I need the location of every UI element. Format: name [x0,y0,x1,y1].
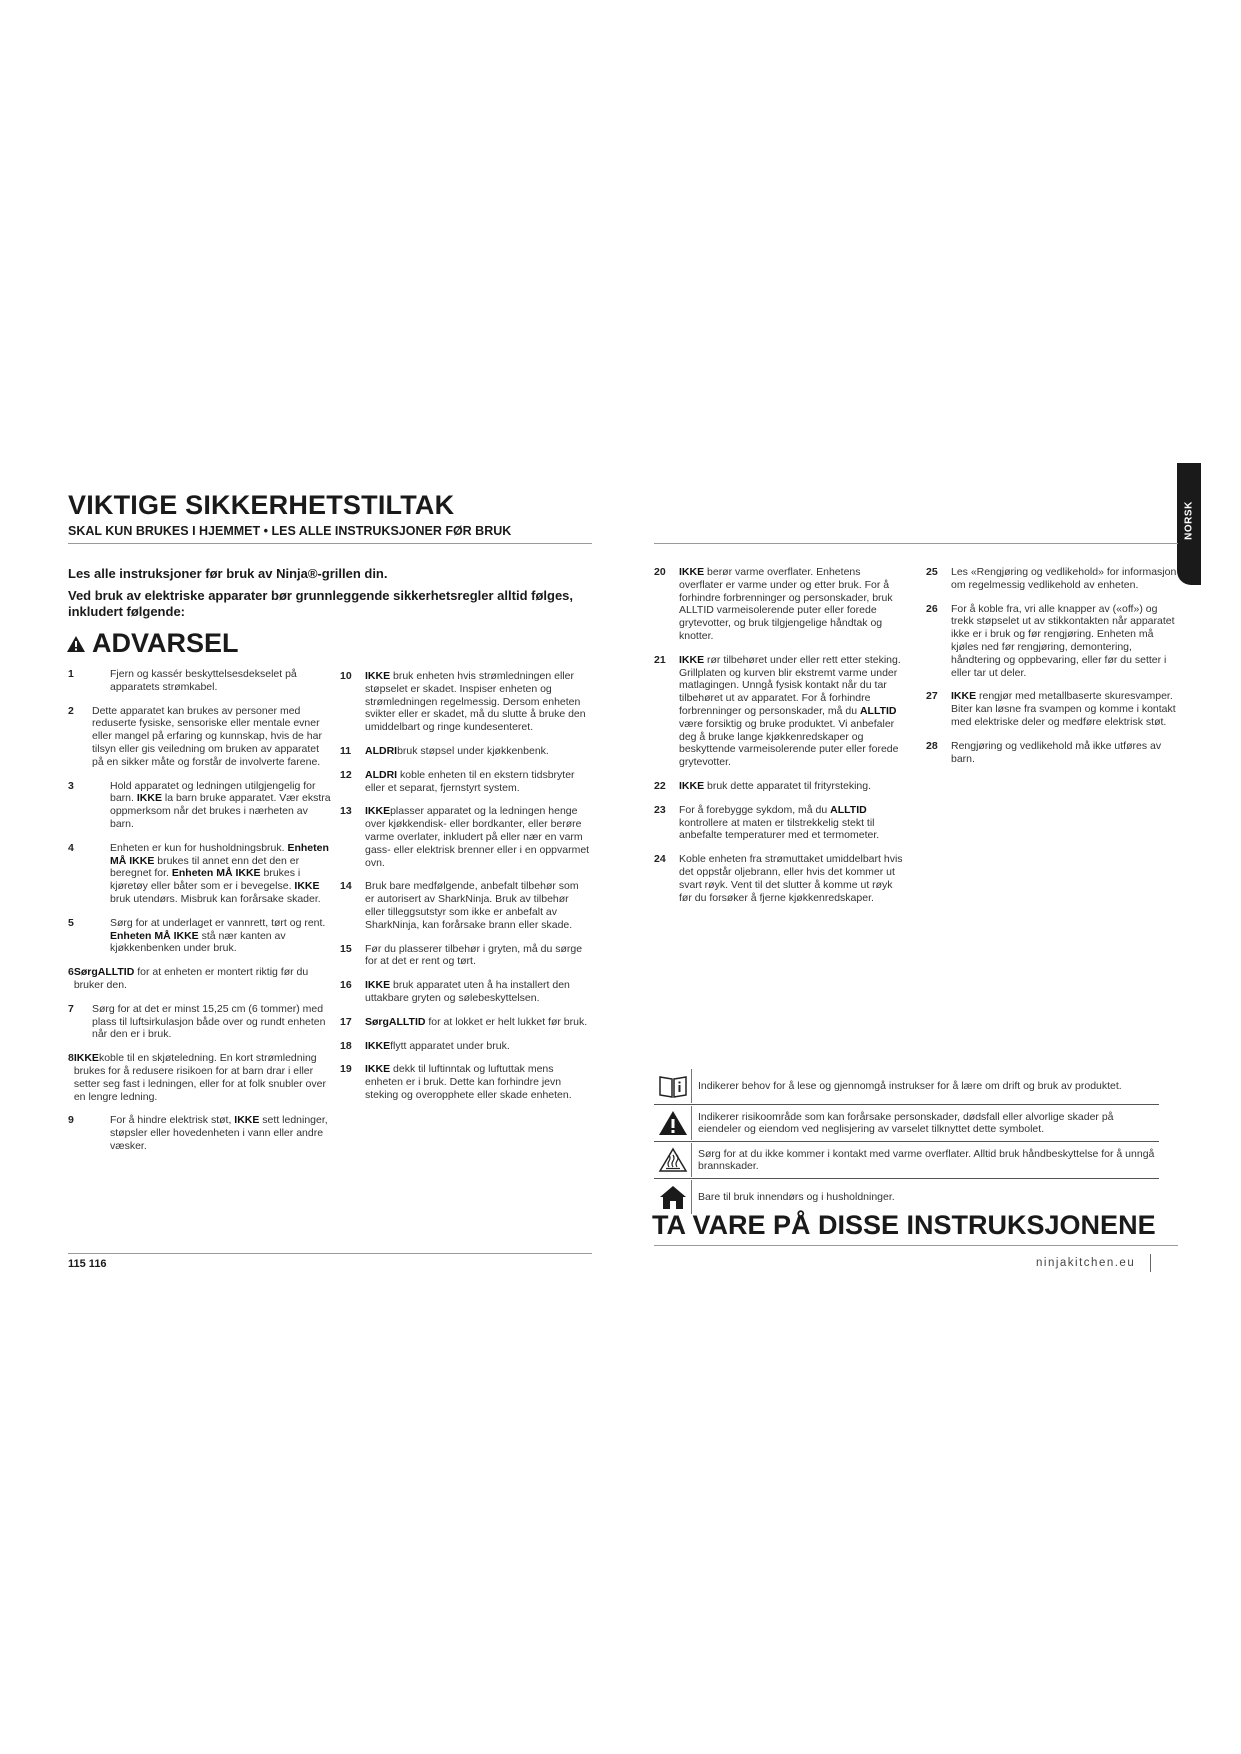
list-item: 3 Hold apparatet og ledningen utilgjengelig for barn. IKKE la barn bruke apparatet. Vær ekstra oppmerksom når det brukes i nærheten av barn. [68,779,331,830]
column-2 [340,670,590,1113]
list-item: 8 IKKEkoble til en skjøteledning. En kort strømledning brukes for å redusere risikoen for at barn drar i eller setter seg fast i ledningen, eller for at folk snubler over en lengre ledning. [68,1052,326,1103]
list-item: 4 Enheten er kun for husholdningsbruk. Enheten MÅ IKKE brukes til annet enn det den er beregnet for. Enheten MÅ IKKE brukes i kjøretøy eller båter som er i bevegelse. IKKE bruk utendørs. Misbruk kan forårsake skader. [68,841,329,905]
list-item: 24 Koble enheten fra strømuttaket umiddelbart hvis det oppstår oljebrann, eller hvis det kommer ut svart røyk. Vent til det slutter å komme ut røyk før du forsøker å fjerne kjøkkenredskaper. [654,853,903,904]
list-item: 5 Sørg for at underlaget er vannrett, tørt og rent. Enheten MÅ IKKE stå nær kanten av kjøkkenbenken under bruk. [68,916,326,955]
list-item: 10 IKKE bruk enheten hvis strømledningen eller støpselet er skadet. Inspiser enheten og strømledningen regelmessig. Dersom enheten svikter eller er skadet, må du slutte å bruke den umiddelbart og ringe kundesenteret. [340,670,586,734]
list-item: 9 For å hindre elektrisk støt, IKKE sett ledninger, støpsler eller hovedenheten i vann eller andre væsker. [68,1114,328,1152]
list-item: 26 For å koble fra, vri alle knapper av («off») og trekk støpselet ut av stikkontakten når apparatet ikke er i bruk og før rengjøring. Enheten må kjøles ned før rengjøring, demontering, håndtering og oppbevaring, eller før du setter i eller tar ut deler. [926,602,1175,679]
warning-label: ADVARSEL [92,628,239,658]
intro-line-2: Ved bruk av elektriske apparater bør grunnleggende sikkerhetsregler alltid følges, inkludert følgende: [68,588,574,619]
divider [68,543,592,544]
divider [654,543,1178,544]
list-item: 7 Sørg for at det er minst 15,25 cm (6 tommer) med plass til luftsirkulasjon både over og rundt enheten når den er i bruk. [68,1002,326,1041]
list-item: 13 IKKEplasser apparatet og la ledningen henge over kjøkkendisk- eller bordkanter, eller berøre varme overlater, inkludert på eller nær en varm gass- eller elektrisk brenner eller i en oppvarmet ovn. [340,805,590,869]
warning-heading [66,628,239,659]
divider [654,1245,1178,1246]
list-item: 12 ALDRI koble enheten til en ekstern tidsbryter eller et separat, fjernstyrt system. [340,768,575,794]
list-item: 6 SørgALLTID for at enheten er montert riktig før du bruker den. [68,966,309,991]
divider [68,1253,592,1254]
list-item: 20 IKKE berør varme overflater. Enhetens overflater er varme under og etter bruk. For å forhindre forbrenninger og personskader, bruk ALLTID varmeisolerende puter eller forede grytevotter, og bruk tilgjengelige håndtak og knotter. [654,566,893,642]
divider [1150,1254,1151,1272]
legend-text: Bare til bruk innendørs og i husholdninger. [698,1190,895,1203]
list-item: 14 Bruk bare medfølgende, anbefalt tilbehør som er autorisert av SharkNinja. Bruk av tilbehør eller tilleggsutstyr som ikke er anbefalt av SharkNinja, kan forårsake brann eller skade. [340,880,579,931]
legend-text: Indikerer behov for å lese og gjennomgå instrukser for å lære om drift og bruk av produktet. [698,1079,1122,1092]
list-item: 27 IKKE rengjør med metallbaserte skuresvamper. Biter kan løsne fra svampen og komme i kontakt med elektriske deler og medføre elektrisk støt. [926,690,1176,728]
column-4 [926,566,1178,776]
house-icon [658,1184,688,1210]
list-item: 17 SørgALLTID for at lokket er helt lukket før bruk. [340,1015,588,1028]
list-item: 18 IKKEflytt apparatet under bruk. [340,1039,510,1052]
warning-triangle-icon [658,1110,688,1136]
list-item: 22 IKKE bruk dette apparatet til frityrsteking. [654,779,872,792]
legend-text: Sørg for at du ikke kommer i kontakt med varme overflater. Alltid bruk håndbeskyttelse for å unngå brannskader. [698,1147,1155,1172]
warning-triangle-icon [66,635,86,653]
book-info-icon [658,1073,688,1099]
page-numbers: 115 116 [68,1258,107,1270]
list-item: 19 IKKE dekk til luftinntak og luftuttak mens enheten er i bruk. Dette kan forhindre jevn steking og overopphete eller skade enheten. [340,1063,572,1101]
legend-row [654,1105,1159,1142]
list-item: 2 Dette apparatet kan brukes av personer med reduserte fysiske, sensoriske eller mentale evner eller mangel på erfaring og kunnskap, hvis de har tilsyn eller gis veiledning om bruken av apparatet på en sikker måte og forstår de involverte farene. [68,704,322,768]
column-3 [654,566,906,915]
language-tab-label: NORSK [1183,501,1195,540]
list-item: 11 ALDRIbruk støpsel under kjøkkenbenk. [340,744,549,757]
keep-instructions-heading: TA VARE PÅ DISSE INSTRUKSJONENE [652,1210,1156,1240]
intro-line-1: Les alle instruksjoner før bruk av Ninja®-grillen din. [68,566,388,581]
legend-text: Indikerer risikoområde som kan forårsake personskader, dødsfall eller alvorlige skader på eiendeler og eiendom ved neglisjering av varselet tilknyttet dette symbolet. [698,1110,1114,1135]
page-subtitle: SKAL KUN BRUKES I HJEMMET • LES ALLE INSTRUKSJONER FØR BRUK [68,524,512,538]
list-item: 15 Før du plasserer tilbehør i gryten, må du sørge for at det er rent og tørt. [340,942,583,968]
legend-row [654,1142,1159,1179]
list-item: 28 Rengjøring og vedlikehold må ikke utføres av barn. [926,739,1162,765]
website: ninjakitchen.eu [1036,1257,1136,1269]
column-1 [68,668,332,1164]
list-item: 1 Fjern og kassér beskyttelsesdekselet på apparatets strømkabel. [68,668,297,693]
legend-row [654,1068,1159,1105]
page-title: VIKTIGE SIKKERHETSTILTAK [68,490,455,520]
list-item: 23 For å forebygge sykdom, må du ALLTID kontrollere at maten er tilstrekkelig stekt til anbefalte temperaturer med et termometer. [654,803,880,842]
list-item: 21 IKKE rør tilbehøret under eller rett etter steking. Grillplaten og kurven blir ekstremt varme under matlagingen. Unngå fysisk kontakt når du tar tilbehøret ut av apparatet. For å forhindre forbrenninger og personskader, må du ALLTID være forsiktig og bruke produktet. Vi anbefaler deg å bruke lange kjøkkenredskaper og beskyttende varmeisolerende puter eller forede grytevotter. [654,653,901,769]
hot-surface-icon [658,1147,688,1173]
list-item: 16 IKKE bruk apparatet uten å ha installert den uttakbare gryten og sølebeskyttelsen. [340,979,570,1004]
list-item: 25 Les «Rengjøring og vedlikehold» for informasjon om regelmessig vedlikehold av enheten. [926,566,1177,591]
symbol-legend [654,1068,1159,1215]
